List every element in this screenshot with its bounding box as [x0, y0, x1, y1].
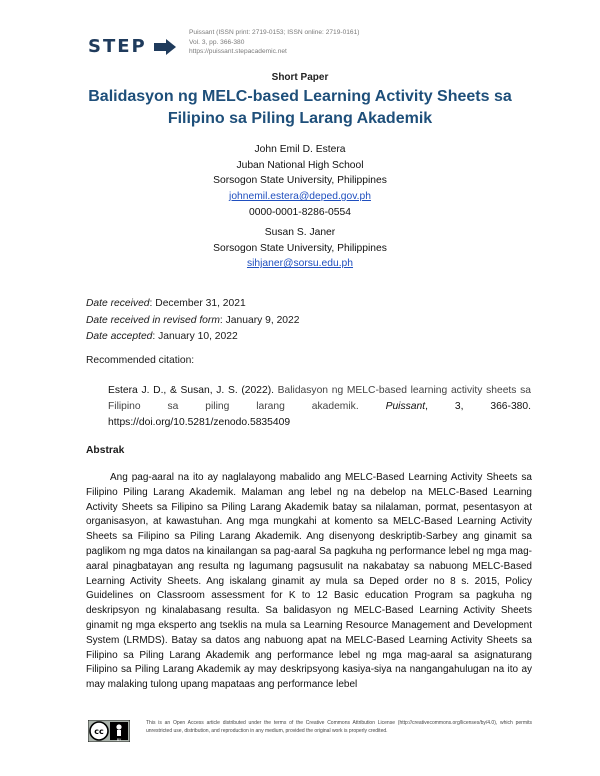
cc-label: cc	[94, 727, 104, 736]
abstract-heading: Abstrak	[86, 445, 125, 456]
journal-info	[189, 28, 359, 57]
author-affiliation: Sorsogon State University, Philippines	[213, 242, 387, 254]
dates-block	[86, 296, 300, 346]
paper-type: Short Paper	[271, 72, 329, 83]
by-label: BY	[116, 738, 122, 742]
date-revised: Date received in revised form: January 9, 2022	[86, 314, 300, 326]
citation-text	[108, 383, 531, 430]
date-accepted: Date accepted: January 10, 2022	[86, 331, 238, 342]
logo-text: STEP	[88, 36, 147, 57]
title-line-1: Balidasyon ng MELC-based Learning Activity Sheets sa	[88, 88, 512, 105]
citation-heading: Recommended citation:	[86, 355, 195, 366]
author-1	[0, 142, 600, 221]
journal-issn: Puissant (ISSN print: 2719-0153; ISSN online: 2719-0161)	[189, 29, 360, 36]
arrow-icon	[154, 39, 176, 55]
author-email-link[interactable]: sihjaner@sorsu.edu.ph	[246, 258, 354, 270]
journal-volume: Vol. 3, pp. 366-380	[189, 38, 245, 46]
title-line-2: Filipino sa Piling Larang Akademik	[167, 110, 433, 127]
author-2	[0, 225, 600, 272]
citation-doi[interactable]: https://doi.org/10.5281/zenodo.5835409	[108, 416, 291, 428]
citation-title: Balidasyon ng MELC-based learning activity sheets sa Filipino sa piling larang akademik.	[108, 385, 531, 412]
author-email-link[interactable]: johnemil.estera@deped.gov.ph	[229, 191, 371, 203]
author-orcid: 0000-0001-8286-0554	[249, 206, 351, 218]
journal-url[interactable]: https://puissant.stepacademic.net	[189, 48, 287, 56]
step-logo	[88, 33, 180, 61]
author-affiliation: Sorsogon State University, Philippines	[213, 175, 387, 187]
author-name: Susan S. Janer	[264, 227, 336, 238]
paper-title	[0, 86, 600, 130]
author-affiliation: Juban National High School	[236, 159, 364, 171]
citation-authors: Estera J. D., & Susan, J. S. (2022).	[108, 385, 274, 396]
date-received: Date received: December 31, 2021	[86, 298, 246, 309]
creative-commons-icon[interactable]	[88, 720, 130, 742]
license-text: This is an Open Access article distributed under the terms of the Creative Commons Attribution License (http://creativecommons.org/licenses/by/4.0), which permits unrestricted use, distribution, and reproduction in any medium, provided the original work is properly credited.	[146, 720, 532, 734]
author-name: John Emil D. Estera	[254, 144, 346, 155]
citation-volume: , 3, 366-380.	[425, 400, 531, 412]
abstract-text: Ang pag-aaral na ito ay naglalayong mabalido ang MELC-Based Learning Activity Sheets sa Filipino Piling Larang Akademik. Malaman ang lebel ng na debelop na MELC-Based Learning Activity Sheets sa Filipino sa Piling Larang Akademik batay sa nilalaman, pormat, pesentasyon at organisasyon, at kawastuhan. Ang mga mungkahi at komento sa MELC-Based Learning Activity Sheets sa Filipino sa Piling Larang Akademik. Ang disenyong deskriptib-Sarbey ang ginamit sa paglikom ng mga datos na kinailangan sa pag-aaral Sa pagkuha ng performance lebel ng mga mag-aaral pinagbatayan ang resulta ng lagumang pagsusulit na nakabatay sa nabuong MELC-Based Learning Activity Sheets. Ang iskalang ginamit ay mula sa Deped order no 8 s. 2015, Policy Guidelines on Classroom assessment for K to 12 Basic education Program sa pagkuha ng deskripsyon ng kinalabasang resulta. Sa balidasyon ng MELC-Based Learning Activity Sheets ginamit ng mga eksperto ang tseklis na mula sa Learning Resource Management and Development System (LRMDS). Batay sa datos ang nabuong apat na MELC-Based Learning Activity Sheets sa Filipino sa Piling Larang Akademik ang performance lebel ng mga mag-aaral sa asignaturang Filipino sa Piling Larang Akademik ay may deskripsyong kasiya-siya na nangangahulugan na ito ay may malaking tulong upang mapataas ang performance lebel	[86, 472, 532, 691]
citation-journal: Puissant	[358, 400, 426, 412]
